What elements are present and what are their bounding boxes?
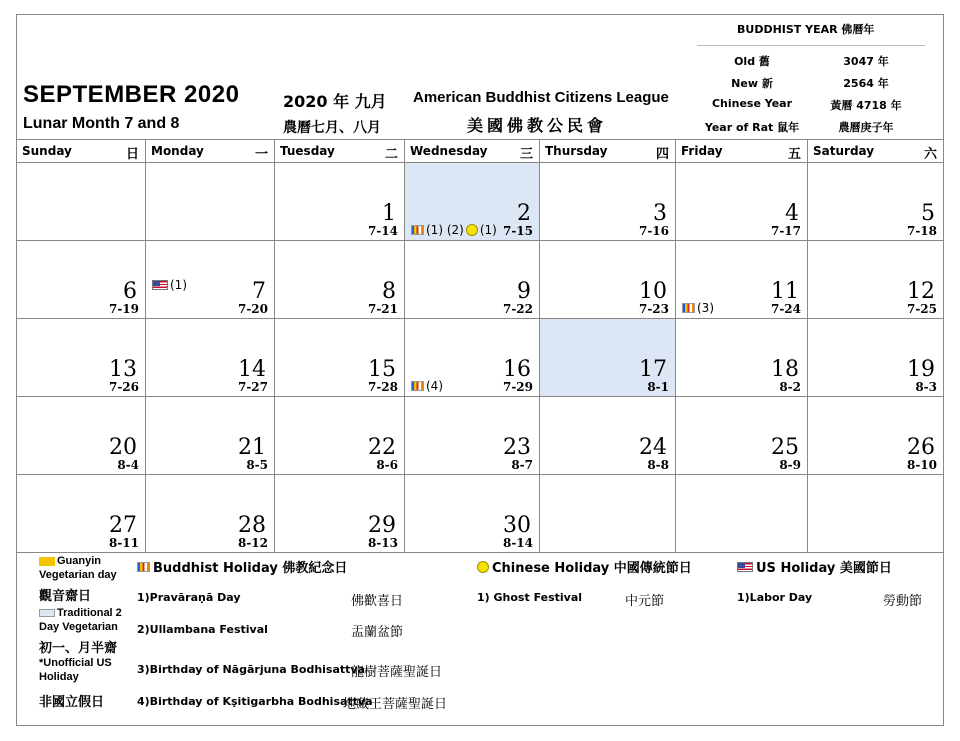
buddhist-item-4: 4)Birthday of Kṣitigarbha Bodhisattva [137,695,373,708]
chinese-item-1-cn: 中元節 [625,594,665,609]
lunar-date: 8-6 [376,458,398,472]
buddhist-item-1: 1)Pravāraṇā Day [137,591,241,604]
weekday-label: Monday [151,144,204,158]
lunar-date: 7-27 [237,380,268,394]
by-value-new: 2564 年 [843,77,889,90]
buddhist-item-3: 3)Birthday of Nāgārjuna Bodhisattva [137,663,366,676]
holiday-marker [411,379,443,393]
day-number: 12 [907,279,935,304]
lunar-month-cn: 農曆七月、八月 [283,120,381,136]
weekday-label: Friday [681,144,723,158]
empty-cell [808,475,943,552]
weekday-label-cn: 六 [923,147,937,162]
day-number: 15 [368,357,396,382]
day-cell-6[interactable] [17,241,146,318]
legend-us-title: US Holiday 美國節日 [737,557,892,576]
by-label-new: New 新 [731,77,773,90]
day-number: 5 [921,201,935,226]
buddhist-flag-icon [682,303,695,313]
lunar-date: 7-18 [906,224,937,238]
weekday-friday [676,140,808,162]
lunar-date: 7-26 [108,380,139,394]
holiday-ref: (1) (2) [426,223,464,237]
weekday-label-cn: 二 [384,147,398,162]
buddhist-flag-icon [411,381,424,391]
lunar-date: 7-22 [502,302,533,316]
lunar-date: 7-15 [502,224,533,238]
day-number: 6 [123,279,137,304]
day-number: 1 [382,201,396,226]
legend-unofficial-cn: 非國立假日 [39,695,105,710]
day-cell-7[interactable] [146,241,275,318]
day-number: 21 [238,435,266,460]
lunar-date: 8-2 [779,380,801,394]
day-number: 7 [252,279,266,304]
holiday-ref: (3) [697,301,714,315]
chinese-holiday-icon [466,224,478,236]
buddhist-flag-icon [411,225,424,235]
day-cell-4[interactable] [676,163,808,240]
weekday-tuesday [275,140,405,162]
by-value-rat: 農曆庚子年 [838,121,894,134]
chinese-holiday-icon [477,561,489,573]
day-cell-18[interactable] [676,319,808,396]
organization-name: American Buddhist Citizens League [413,89,669,106]
day-number: 3 [653,201,667,226]
day-number: 16 [503,357,531,382]
weekday-sunday [17,140,146,162]
lunar-date: 7-21 [367,302,398,316]
month-title: SEPTEMBER 2020 [23,81,240,108]
day-number: 24 [639,435,667,460]
day-cell-17[interactable] [540,319,676,396]
day-number: 27 [109,513,137,538]
weekday-label-cn: 五 [787,147,801,162]
buddhist-item-1-cn: 佛歡喜日 [351,594,404,609]
legend-unofficial: *Unofficial US [39,657,112,669]
legend-guanyin-line2: Vegetarian day [39,569,117,581]
lunar-date: 7-16 [638,224,669,238]
lunar-date: 7-25 [906,302,937,316]
weekday-header [17,139,943,163]
divider [697,45,925,46]
lunar-date: 8-10 [906,458,937,472]
day-cell-23[interactable] [405,397,540,474]
weekday-monday [146,140,275,162]
empty-cell [17,163,146,240]
weeks [17,163,943,553]
day-cell-9[interactable] [405,241,540,318]
week-row [17,319,943,397]
day-number: 22 [368,435,396,460]
day-cell-12[interactable] [808,241,943,318]
lunar-date: 7-29 [502,380,533,394]
day-cell-5[interactable] [808,163,943,240]
calendar-page [16,14,944,726]
day-cell-26[interactable] [808,397,943,474]
us-flag-icon [737,562,753,572]
day-number: 19 [907,357,935,382]
day-cell-14[interactable] [146,319,275,396]
day-cell-10[interactable] [540,241,676,318]
lunar-date: 8-14 [502,536,533,550]
by-label-chinese: Chinese Year [711,97,793,110]
day-cell-21[interactable] [146,397,275,474]
holiday-ref: (4) [426,379,443,393]
us-item-1-cn: 勞動節 [883,594,923,609]
calendar-grid [17,139,943,553]
buddhist-item-4-cn: 地藏王菩薩聖誕日 [343,697,448,712]
day-number: 10 [639,279,667,304]
lunar-date: 8-5 [246,458,268,472]
day-number: 25 [771,435,799,460]
lunar-date: 7-19 [108,302,139,316]
by-value-old: 3047 年 [843,55,889,68]
legend-chinese-title: Chinese Holiday 中國傳統節日 [477,557,692,576]
day-number: 17 [639,357,667,382]
lunar-date: 8-4 [117,458,139,472]
legend [17,549,943,725]
organization-name-cn: 美國佛教公民會 [467,116,608,135]
weekday-thursday [540,140,676,162]
lunar-date: 8-7 [511,458,533,472]
buddhist-flag-icon [137,562,150,572]
weekday-saturday [808,140,943,162]
by-value-chinese: 黃曆 4718 年 [830,99,902,112]
lunar-date: 7-14 [367,224,398,238]
day-number: 29 [368,513,396,538]
lunar-date: 7-17 [770,224,801,238]
legend-traditional: Traditional 2 [39,607,122,619]
legend-traditional-line2: Day Vegetarian [39,621,118,633]
holiday-marker [682,301,714,315]
holiday-ref: (1) [170,278,187,292]
day-cell-27[interactable] [17,475,146,552]
day-cell-24[interactable] [540,397,676,474]
lunar-date: 8-1 [647,380,669,394]
lunar-date: 8-8 [647,458,669,472]
day-number: 23 [503,435,531,460]
day-number: 4 [785,201,799,226]
day-cell-19[interactable] [808,319,943,396]
week-row [17,241,943,319]
day-number: 14 [238,357,266,382]
year-month-cn: 2020 年 九月 [283,92,387,111]
weekday-label-cn: 日 [125,147,139,162]
week-row [17,163,943,241]
day-number: 2 [517,201,531,226]
weekday-label-cn: 四 [655,147,669,162]
traditional-swatch-icon [39,609,55,617]
lunar-date: 8-11 [108,536,139,550]
buddhist-year-title: BUDDHIST YEAR 佛曆年 [737,23,875,36]
day-number: 11 [771,279,799,304]
day-number: 18 [771,357,799,382]
day-number: 30 [503,513,531,538]
chinese-item-1: 1) Ghost Festival [477,591,583,604]
day-cell-28[interactable] [146,475,275,552]
buddhist-item-2: 2)Ullambana Festival [137,623,268,636]
day-cell-22[interactable] [275,397,405,474]
weekday-label: Saturday [813,144,875,158]
day-number: 20 [109,435,137,460]
day-cell-13[interactable] [17,319,146,396]
lunar-date: 8-12 [237,536,268,550]
legend-guanyin: Guanyin [39,555,101,567]
day-cell-1[interactable] [275,163,405,240]
lunar-date: 8-3 [915,380,937,394]
buddhist-item-3-cn: 龍樹菩薩聖誕日 [351,665,443,680]
lunar-date: 7-20 [237,302,268,316]
day-cell-11[interactable] [676,241,808,318]
legend-traditional-cn: 初一、月半齋 [39,641,118,656]
lunar-date: 7-24 [770,302,801,316]
day-cell-3[interactable] [540,163,676,240]
lunar-date: 7-28 [367,380,398,394]
day-cell-2[interactable] [405,163,540,240]
day-cell-15[interactable] [275,319,405,396]
lunar-date: 8-9 [779,458,801,472]
empty-cell [540,475,676,552]
day-cell-25[interactable] [676,397,808,474]
holiday-marker [152,278,187,292]
weekday-label: Tuesday [280,144,335,158]
guanyin-swatch-icon [39,557,55,566]
day-cell-16[interactable] [405,319,540,396]
empty-cell [146,163,275,240]
by-label-rat: Year of Rat 鼠年 [704,121,800,134]
holiday-ref: (1) [479,223,497,237]
weekday-label: Thursday [545,144,608,158]
day-number: 13 [109,357,137,382]
day-cell-20[interactable] [17,397,146,474]
by-label-old: Old 舊 [734,55,770,68]
day-number: 9 [517,279,531,304]
legend-unofficial-line2: Holiday [39,671,79,683]
week-row [17,397,943,475]
weekday-label-cn: 一 [254,147,268,162]
lunar-date: 8-13 [367,536,398,550]
weekday-label: Sunday [22,144,72,158]
legend-guanyin-cn: 觀音齋日 [39,589,92,604]
buddhist-item-2-cn: 盂蘭盆節 [351,625,404,640]
weekday-label: Wednesday [410,144,488,158]
day-cell-8[interactable] [275,241,405,318]
lunar-month-label: Lunar Month 7 and 8 [23,115,180,132]
empty-cell [676,475,808,552]
weekday-wednesday [405,140,540,162]
week-row [17,475,943,553]
us-item-1: 1)Labor Day [737,591,813,604]
day-cell-29[interactable] [275,475,405,552]
legend-buddhist-title: Buddhist Holiday 佛教紀念日 [137,557,347,576]
day-cell-30[interactable] [405,475,540,552]
us-flag-icon [152,280,168,290]
day-number: 8 [382,279,396,304]
lunar-date: 7-23 [638,302,669,316]
weekday-label-cn: 三 [519,147,533,162]
holiday-marker [411,223,497,237]
day-number: 28 [238,513,266,538]
day-number: 26 [907,435,935,460]
